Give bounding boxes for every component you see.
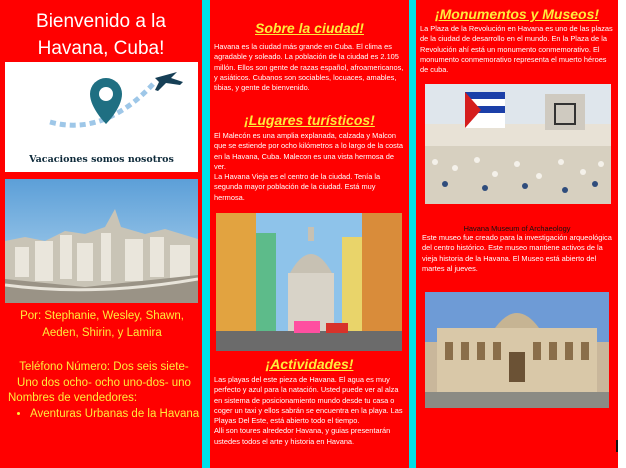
- tourist-places-heading: ¡Lugares turísticos!: [244, 112, 375, 128]
- page-margin: [618, 0, 626, 468]
- museum-building-photo: [425, 292, 609, 408]
- panel-middle: [210, 0, 409, 468]
- revolution-square-photo: [425, 84, 611, 204]
- panel-separator: [409, 0, 416, 468]
- tourist-places-text: El Malecón es una amplia explanada, calzada y Malcon que se estiende por ocho kilómetros a lo largo de la costa en la Havana, Cuba. Malecon es una vista hermosa de ver. La Havana Vieja es el centro de la ciudad. Tenía la segunda mayor población de la ciudad. Está muy hermosa.: [214, 131, 403, 202]
- about-city-text: Havana es la ciudad más grande en Cuba. El clima es agradable y soleado. La población de la ciudad es 2.105 millón. Ellos son gente de razas español, afroamericanos, y asiáticos. Cubanos son sociables, locuaces, amables, tibias, y gente de bienvenido.: [214, 42, 404, 93]
- museum-caption: Havana Museum of Archaeology: [463, 224, 571, 233]
- monuments-text: La Plaza de la Revolución en Havana es uno de las plazas de la ciudad de desarrollo en el mundo. En la Plaza de la Revolución ahí está un monumento conmemorativo. El monumento conmemorativo representa el muerto héroes de cuba.: [420, 24, 613, 75]
- logo-text: Vacaciones somos nosotros: [29, 154, 174, 165]
- monuments-heading: ¡Monumentos y Museos!: [434, 6, 600, 22]
- activities-heading: ¡Actividades!: [265, 356, 354, 372]
- brochure-title: Bienvenido a la Havana, Cuba!: [36, 11, 166, 59]
- panel-separator: [202, 0, 210, 468]
- panel-right: [416, 0, 618, 468]
- havana-skyline-photo: [5, 179, 198, 303]
- authors: Por: Stephanie, Wesley, Shawn, Aeden, Shirin, y Lamira: [20, 310, 184, 339]
- logo: [5, 62, 198, 172]
- vendors-label: Nombres de vendedores:: [8, 392, 138, 404]
- activities-text: Las playas del este pieza de Havana. El agua es muy perfecto y azul para la natación. Usted puede ver al alza en sistema de posicionamiento mundo desde tu casa o coger un taxi y ellos sabrán se encuentra en la playa. Las Playas Del Este, está abierto todo el tiempo. Alli son toures alrededor Havana, y guias presentarán ustedes todos el arte y historia en Havana.: [214, 375, 403, 446]
- museum-text: Este museo fue creado para la investigación arqueológica del centro histórico. Este museo mantiene activos de la vieja historia de la Havana. El Museo está abierto del martes al jueves.: [422, 233, 612, 273]
- vendor-item: • Aventuras Urbanas de la Havana: [30, 407, 200, 423]
- about-city-heading: Sobre la ciudad!: [255, 20, 364, 36]
- contact-block: [8, 360, 200, 422]
- phone-number: Teléfono Número: Dos seis siete- Uno dos ocho- ocho uno-dos- uno: [17, 361, 191, 389]
- vendors-list: [8, 407, 200, 423]
- panel-left: [0, 0, 202, 468]
- page-edge-mark: [616, 440, 624, 452]
- capitolio-street-photo: [216, 213, 402, 351]
